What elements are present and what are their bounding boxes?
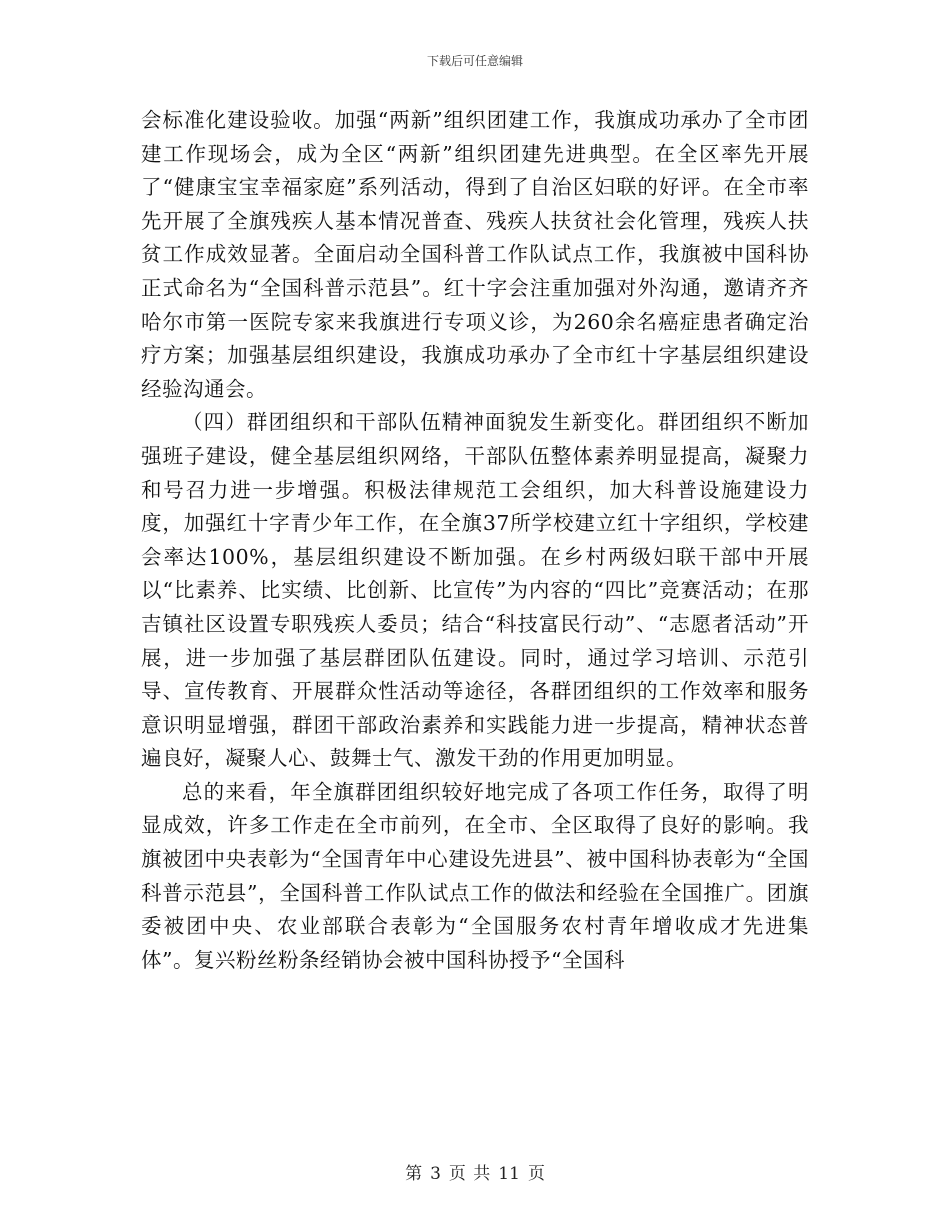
page-footer	[0, 1159, 950, 1184]
paragraph-continuation: 会标准化建设验收。加强“两新”组织团建工作，我旗成功承办了全市团建工作现场会，成为全区“两新”组织团建先进典型。在全区率先开展了“健康宝宝幸福家庭”系列活动，得到了自治区妇联的好评。在全市率先开展了全旗残疾人基本情况普查、残疾人扶贫社会化管理，残疾人扶贫工作成效显著。全面启动全国科普工作队试点工作，我旗被中国科协正式命名为“全国科普示范县”。红十字会注重加强对外沟通，邀请齐齐哈尔市第一医院专家来我旗进行专项义诊，为260余名癌症患者确定治疗方案；加强基层组织建设，我旗成功承办了全市红十字基层组织建设经验沟通会。	[141, 108, 809, 401]
footer-prefix: 第	[405, 1164, 423, 1184]
paragraph-summary: 总的来看，年全旗群团组织较好地完成了各项工作任务，取得了明显成效，许多工作走在全市前列，在全市、全区取得了良好的影响。我旗被团中央表彰为“全国青年中心建设先进县”、被中国科协表彰为“全国科普示范县”，全国科普工作队试点工作的做法和经验在全国推广。团旗委被团中央、农业部联合表彰为“全国服务农村青年增收成才先进集体”。复兴粉丝粉条经销协会被中国科协授予“全国科	[141, 779, 809, 972]
document-body	[141, 104, 809, 977]
paragraph-section-four: （四）群团组织和干部队伍精神面貌发生新变化。群团组织不断加强班子建设，健全基层组织网络，干部队伍整体素养明显提高，凝聚力和号召力进一步增强。积极法律规范工会组织，加大科普设施建设力度，加强红十字青少年工作，在全旗37所学校建立红十字组织，学校建会率达100%，基层组织建设不断加强。在乡村两级妇联干部中开展以“比素养、比实绩、比创新、比宣传”为内容的“四比”竞赛活动；在那吉镇社区设置专职残疾人委员；结合“科技富民行动”、“志愿者活动”开展，进一步加强了基层群团队伍建设。同时，通过学习培训、示范引导、宣传教育、开展群众性活动等途径，各群团组织的工作效率和服务意识明显增强，群团干部政治素养和实践能力进一步提高，精神状态普遍良好，凝聚人心、鼓舞士气、激发干劲的作用更加明显。	[141, 410, 809, 771]
footer-suffix: 页	[527, 1164, 545, 1184]
footer-total-pages: 11	[498, 1164, 520, 1184]
footer-current-page: 3	[430, 1164, 441, 1184]
page-header: 下载后可任意编辑	[426, 54, 523, 68]
footer-middle: 页 共	[448, 1164, 491, 1184]
